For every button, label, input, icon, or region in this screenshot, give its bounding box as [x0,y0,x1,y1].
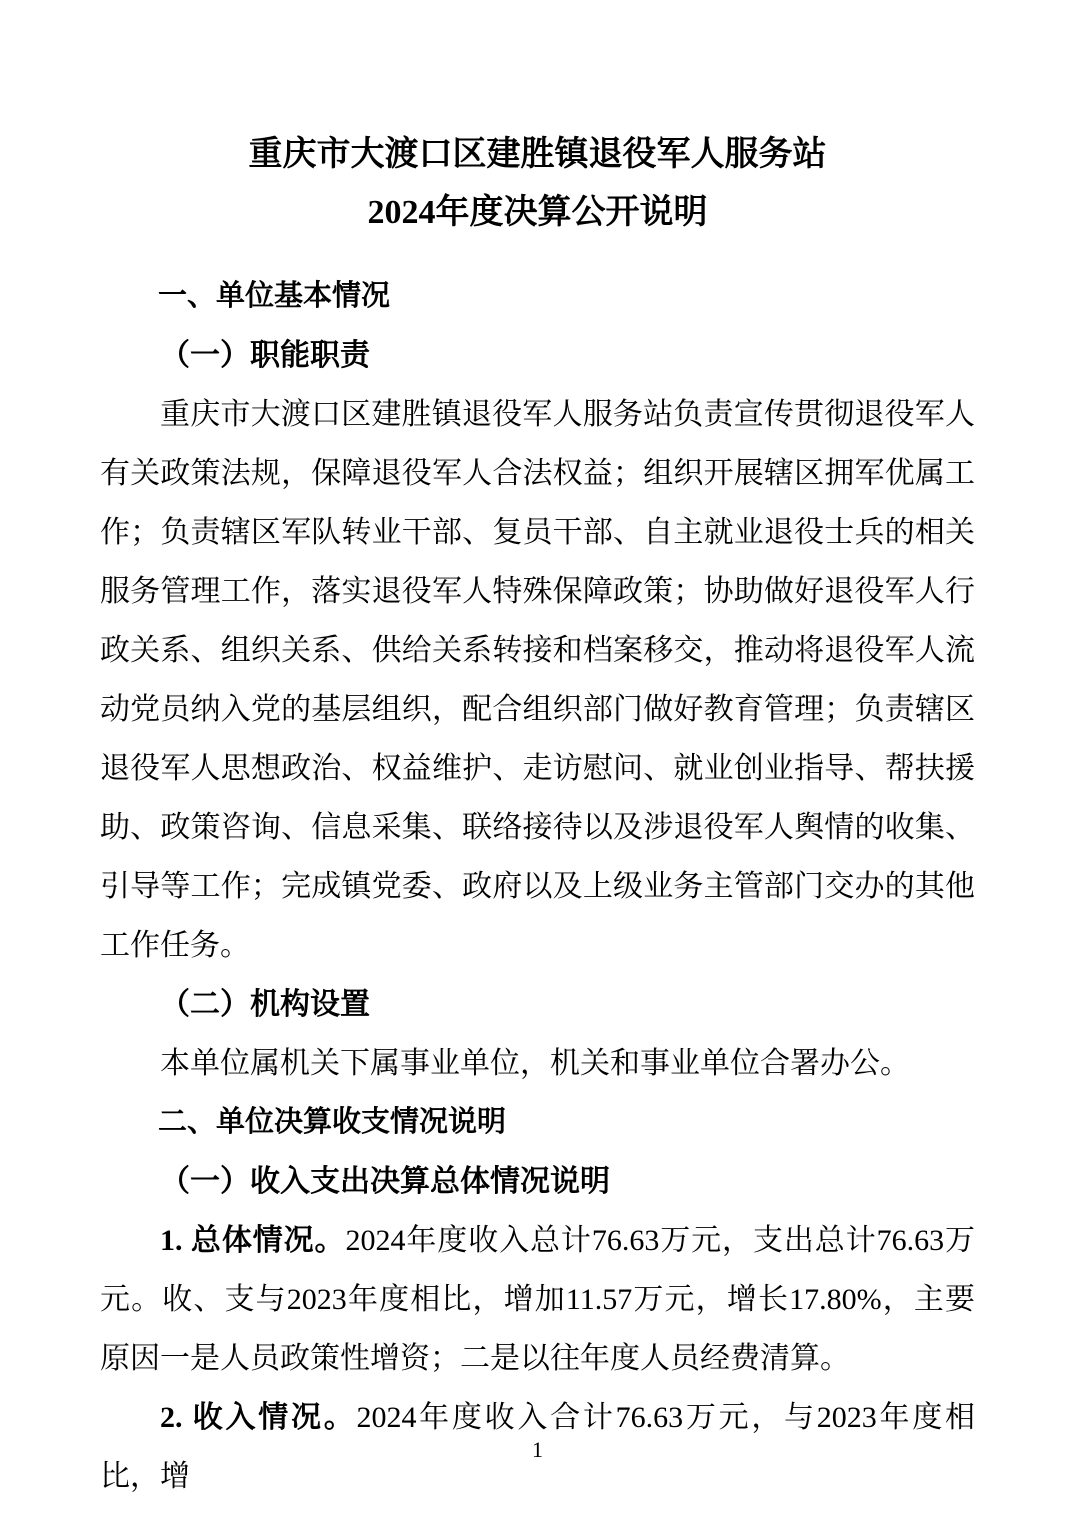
document-body [100,267,975,1506]
document-title-line1: 重庆市大渡口区建胜镇退役军人服务站 [248,136,827,173]
document-title-line2: 2024年度决算公开说明 [367,194,708,231]
paragraph-overall-situation-lead: 1. 总体情况。 [160,1224,346,1257]
paragraph-functions-duties: 重庆市大渡口区建胜镇退役军人服务站负责宣传贯彻退役军人有关政策法规，保障退役军人合法权益；组织开展辖区拥军优属工作；负责辖区军队转业干部、复员干部、自主就业退役士兵的相关服务管理工作，落实退役军人特殊保障政策；协助做好退役军人行政关系、组织关系、供给关系转接和档案移交，推动将退役军人流动党员纳入党的基层组织，配合组织部门做好教育管理；负责辖区退役军人思想政治、权益维护、走访慰问、就业创业指导、帮扶援助、政策咨询、信息采集、联络接待以及涉退役军人舆情的收集、引导等工作；完成镇党委、政府以及上级业务主管部门交办的其他工作任务。 [100,398,975,962]
page-number: 1 [532,1437,543,1462]
subsection-heading-functions-duties: （一）职能职责 [160,339,370,372]
paragraph-overall-situation-text: 2024年度收入总计76.63万元，支出总计76.63万元。收、支与2023年度相比，增加11.57万元，增长17.80%，主要原因一是人员政策性增资；二是以往年度人员经费清算。 [100,1224,976,1375]
subsection-heading-overall-income-expenditure: （一）收入支出决算总体情况说明 [160,1165,610,1198]
subsection-heading-organization-setup: （二）机构设置 [160,988,370,1021]
section-heading-unit-basic-info: 一、单位基本情况 [158,280,391,312]
paragraph-income-situation-text: 2024年度收入合计76.63万元，与2023年度相比，增 [100,1401,976,1493]
document-title-block [100,0,975,242]
paragraph-income-situation-lead: 2. 收入情况。 [160,1401,357,1434]
paragraph-overall-situation [100,1211,975,1388]
section-heading-final-accounts: 二、单位决算收支情况说明 [158,1106,507,1138]
paragraph-organization-setup: 本单位属机关下属事业单位，机关和事业单位合署办公。 [160,1047,910,1080]
